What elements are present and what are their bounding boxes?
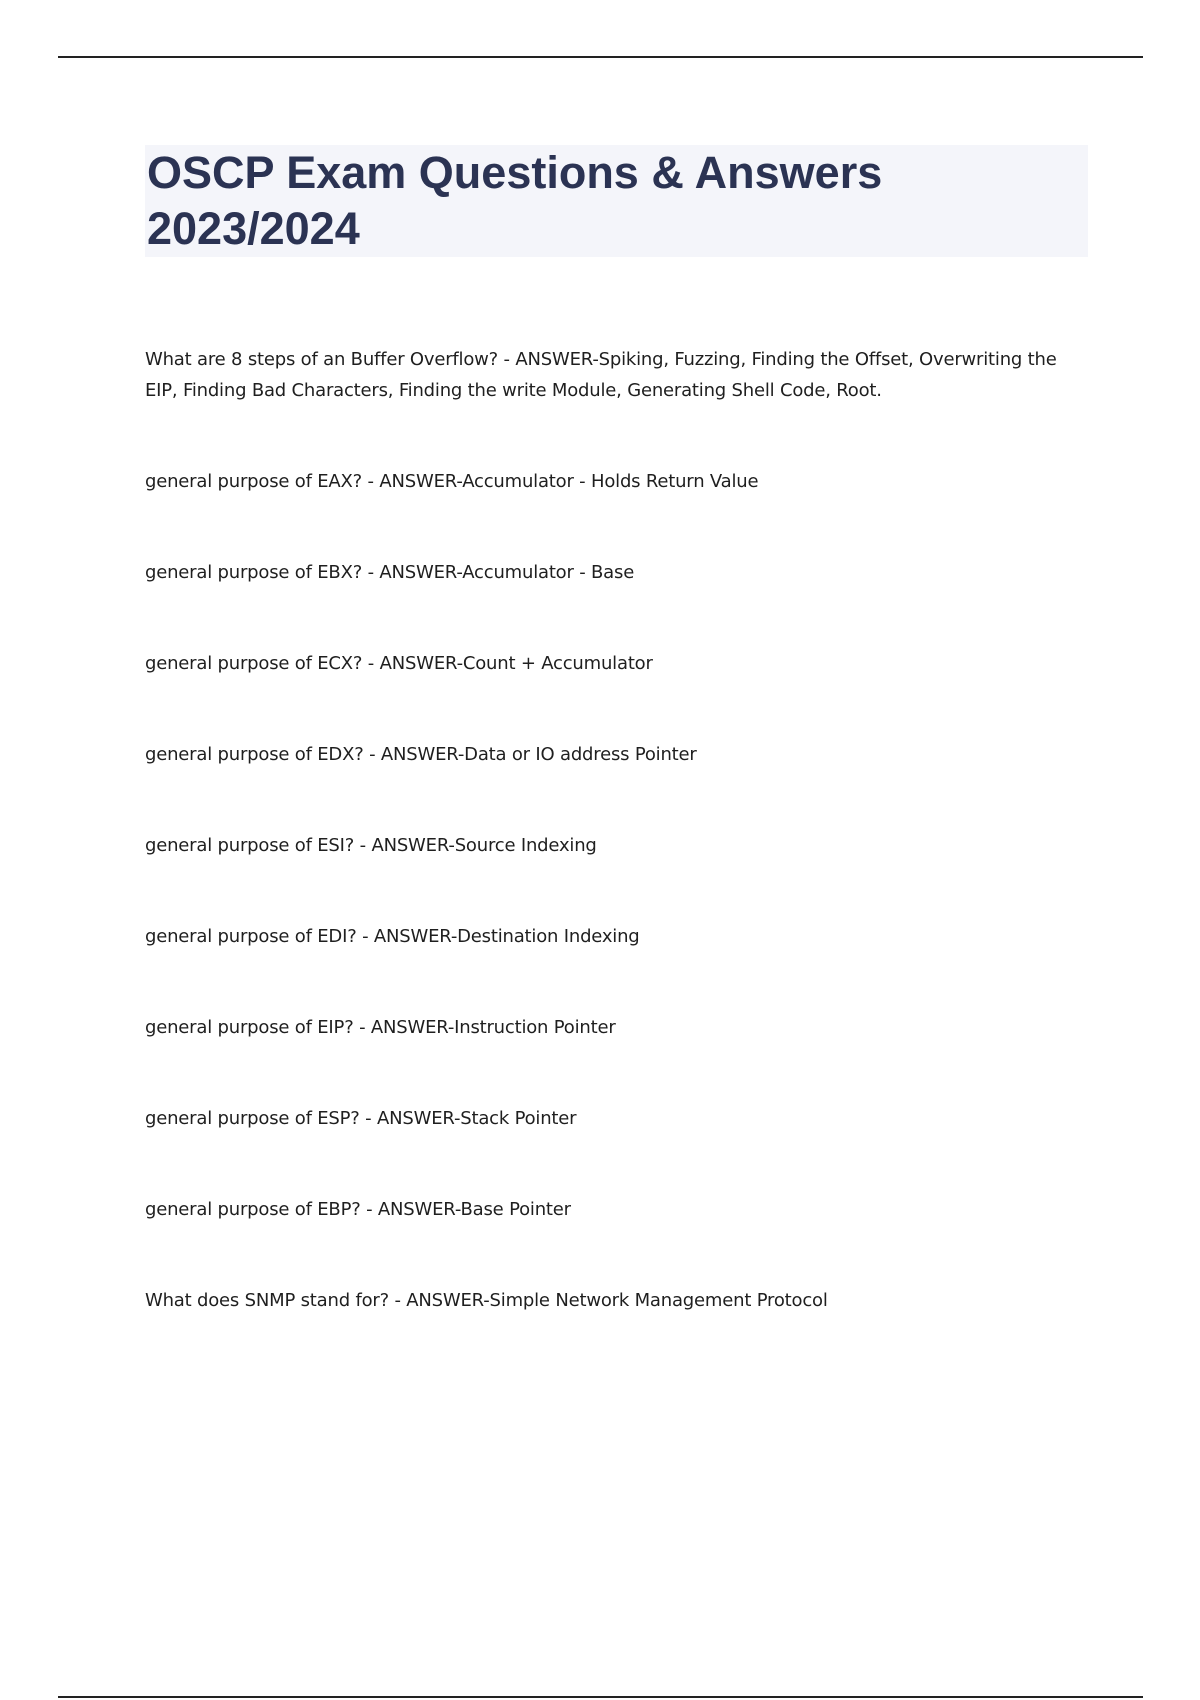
qa-item-ebx: general purpose of EBX? - ANSWER-Accumulator - Base (145, 562, 635, 583)
qa-item-esp: general purpose of ESP? - ANSWER-Stack Pointer (145, 1108, 577, 1129)
title-line-1: OSCP Exam Questions & Answers (147, 147, 883, 198)
qa-item-esi: general purpose of ESI? - ANSWER-Source Indexing (145, 835, 597, 856)
qa-list (145, 344, 1085, 1316)
qa-item-ecx: general purpose of ECX? - ANSWER-Count + Accumulator (145, 653, 653, 674)
top-rule (58, 56, 1143, 58)
title-block (145, 145, 1088, 257)
qa-item-edx: general purpose of EDX? - ANSWER-Data or IO address Pointer (145, 744, 697, 765)
qa-item-eax: general purpose of EAX? - ANSWER-Accumulator - Holds Return Value (145, 471, 759, 492)
qa-item-ebp: general purpose of EBP? - ANSWER-Base Pointer (145, 1199, 571, 1220)
document-title (147, 145, 1088, 257)
qa-item-snmp: What does SNMP stand for? - ANSWER-Simple Network Management Protocol (145, 1290, 828, 1311)
bottom-rule (58, 1696, 1143, 1698)
qa-item-eip: general purpose of EIP? - ANSWER-Instruction Pointer (145, 1017, 616, 1038)
qa-item-edi: general purpose of EDI? - ANSWER-Destination Indexing (145, 926, 640, 947)
title-line-2: 2023/2024 (147, 203, 360, 254)
qa-item-buffer-overflow: What are 8 steps of an Buffer Overflow? - ANSWER-Spiking, Fuzzing, Finding the Offset, Overwriting the EIP, Finding Bad Characters, Finding the write Module, Generating Shell Code, Root. (145, 349, 1057, 401)
